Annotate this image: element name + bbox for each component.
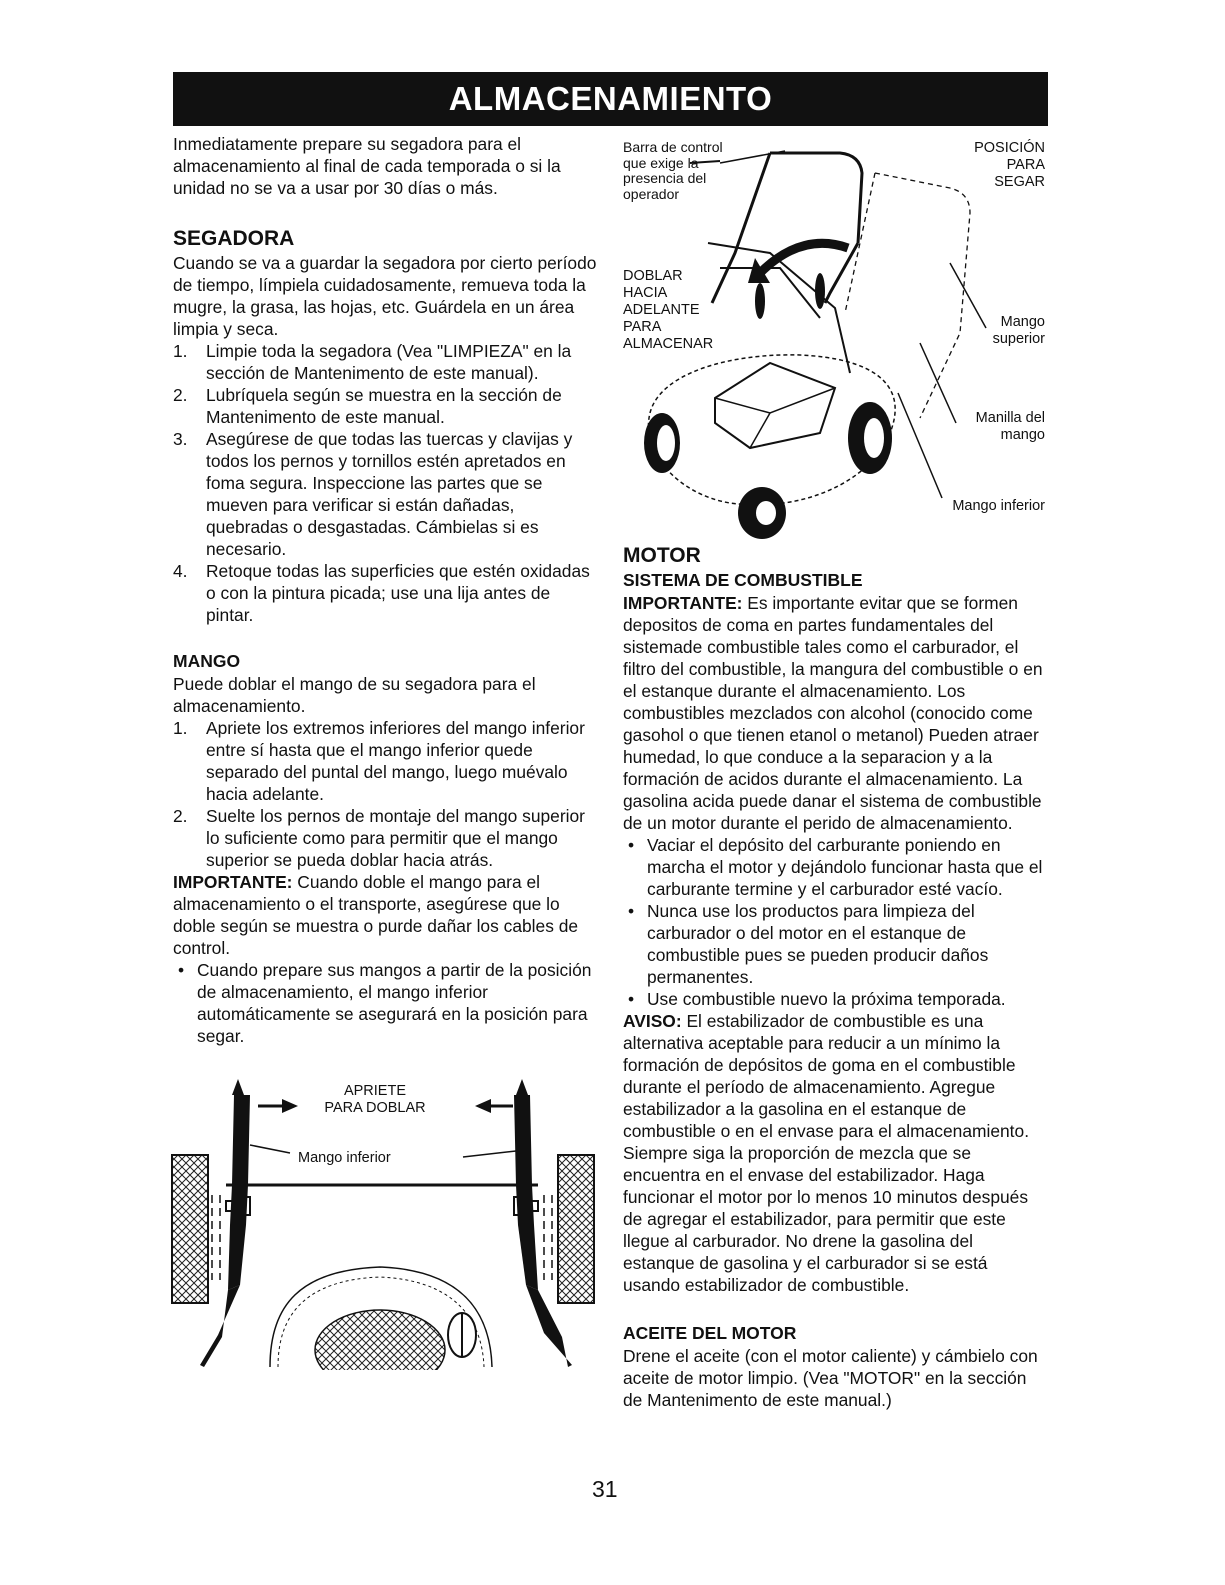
engine-oil-heading: ACEITE DEL MOTOR <box>623 1323 797 1343</box>
list-item: 2. Suelte los pernos de montaje del mango superior lo suficiente como para permitir que el mango superior se pueda doblar hacia atrás. <box>173 806 585 870</box>
list-item: 2. Lubríquela según se muestra en la sección de Mantenimento de este manual. <box>173 385 562 427</box>
mow-position-label: POSICIÓN PARA SEGAR <box>974 140 1045 190</box>
right-wheel <box>558 1155 594 1303</box>
squeeze-label: APRIETE PARA DOBLAR <box>324 1083 426 1116</box>
list-item: • Use combustible nuevo la próxima temporada. <box>628 989 1006 1009</box>
lower-handle-label: Mango inferior <box>298 1150 391 1166</box>
engine-oil-text: Drene el aceite (con el motor caliente) y cámbielo con aceite de motor limpio. (Vea "MOTOR" en la sección de Mantenimento de este manual.) <box>623 1346 1038 1410</box>
segadora-heading: SEGADORA <box>173 227 295 250</box>
intro-paragraph: Inmediatamente prepare su segadora para el almacenamiento al final de cada temporada o si la unidad no se va a usar por 30 días o más. <box>173 134 561 198</box>
segadora-list <box>173 340 598 626</box>
list-item: 1. Apriete los extremos inferiores del mango inferior entre sí hasta que el mango inferior quede separado del puntal del mango, luego muévalo hacia adelante. <box>173 718 585 804</box>
aviso-paragraph: AVISO: El estabilizador de combustible es una alternativa aceptable para reducir a un mínimo la formación de depósitos de goma en el combustible durante el período de almacenamiento. Agregue estabilizador a la gasolina en el estanque de combustible o en el envase para el almacenamiento. Siempre siga la proporción de mezcla que se encuentra en el envase del estabilizador. Haga funcionar el motor por lo menos 10 minutos después de agregar el estabilizador, para permitir que este llegue al carburador. No drene la gasolina del estanque de gasolina y el carburador si se está usando estabilizador de combustible. <box>623 1011 1030 1295</box>
handle-knob-label: Manilla del mango <box>975 410 1045 443</box>
motor-heading: MOTOR <box>623 544 701 567</box>
page-number: 31 <box>592 1476 618 1502</box>
fuel-important: IMPORTANTE: Es importante evitar que se formen depositos de coma en partes fundamentales del sistemade combustible tales como el carburador, el filtro del combustible, la mangura del combustible o en el estanque durante el almacenamiento. Los combustibles mezclados con alcohol (conocido come gasohol o que tienen etanol o metanol) Pueden atraer humedad, lo que conduce a la separacion y a la formación de acidos durante el almacenamiento. La gasolina acida puede danar el sistema de combustible de un motor durante el perido de almacenamiento. <box>623 593 1043 833</box>
list-item: • Nunca use los productos para limpieza del carburador o del motor en el estanque de combustible pues se pueden producir daños permanentes. <box>628 901 989 987</box>
page-title: ALMACENAMIENTO <box>173 72 1048 126</box>
list-item: 1. Limpie toda la segadora (Vea "LIMPIEZA" en la sección de Mantenimento de este manual). <box>173 341 572 383</box>
mango-list <box>173 717 598 871</box>
handle-fold-illustration <box>170 1075 600 1370</box>
mango-important: IMPORTANTE: Cuando doble el mango para el almacenamiento o el transporte, asegúrese que lo doble según se muestra o purde dañar los cables de control. <box>173 872 579 958</box>
upper-handle-label: Mango superior <box>992 314 1045 347</box>
mango-heading: MANGO <box>173 651 241 671</box>
left-column <box>173 133 598 1047</box>
lower-handle-top-label: Mango inferior <box>952 498 1045 514</box>
mango-bullets <box>173 959 598 1047</box>
list-item: 3. Asegúrese de que todas las tuercas y clavijas y todos los pernos y tornillos estén apretados en foma segura. Inspeccione las partes que se mueven para verificar si están dañadas, quebradas o desgastadas. Cámbielas si es necesario. <box>173 429 573 559</box>
list-item: 4. Retoque todas las superficies que estén oxidadas o con la pintura picada; use una lija antes de pintar. <box>173 561 590 625</box>
fuel-bullets <box>623 834 1048 1010</box>
list-item: • Cuando prepare sus mangos a partir de la posición de almacenamiento, el mango inferior automáticamente se asegurará en la posición para segar. <box>178 960 592 1046</box>
list-item: • Vaciar el depósito del carburante poniendo en marcha el motor y dejándolo funcionar hasta que el carburante termine y el carburador esté vacío. <box>628 835 1043 899</box>
mango-text: Puede doblar el mango de su segadora para el almacenamiento. <box>173 674 536 716</box>
fuel-system-heading: SISTEMA DE COMBUSTIBLE <box>623 570 863 590</box>
left-wheel <box>172 1155 208 1303</box>
right-column <box>623 543 1048 1411</box>
control-bar-label: Barra de control que exige la presencia del operador <box>623 139 723 202</box>
fold-forward-label: DOBLAR HACIA ADELANTE PARA ALMACENAR <box>623 268 714 352</box>
segadora-text: Cuando se va a guardar la segadora por cierto período de tiempo, límpiela cuidadosamente, remueva toda la mugre, la grasa, las hojas, etc. Guárdela en un área limpia y seca. <box>173 253 597 339</box>
